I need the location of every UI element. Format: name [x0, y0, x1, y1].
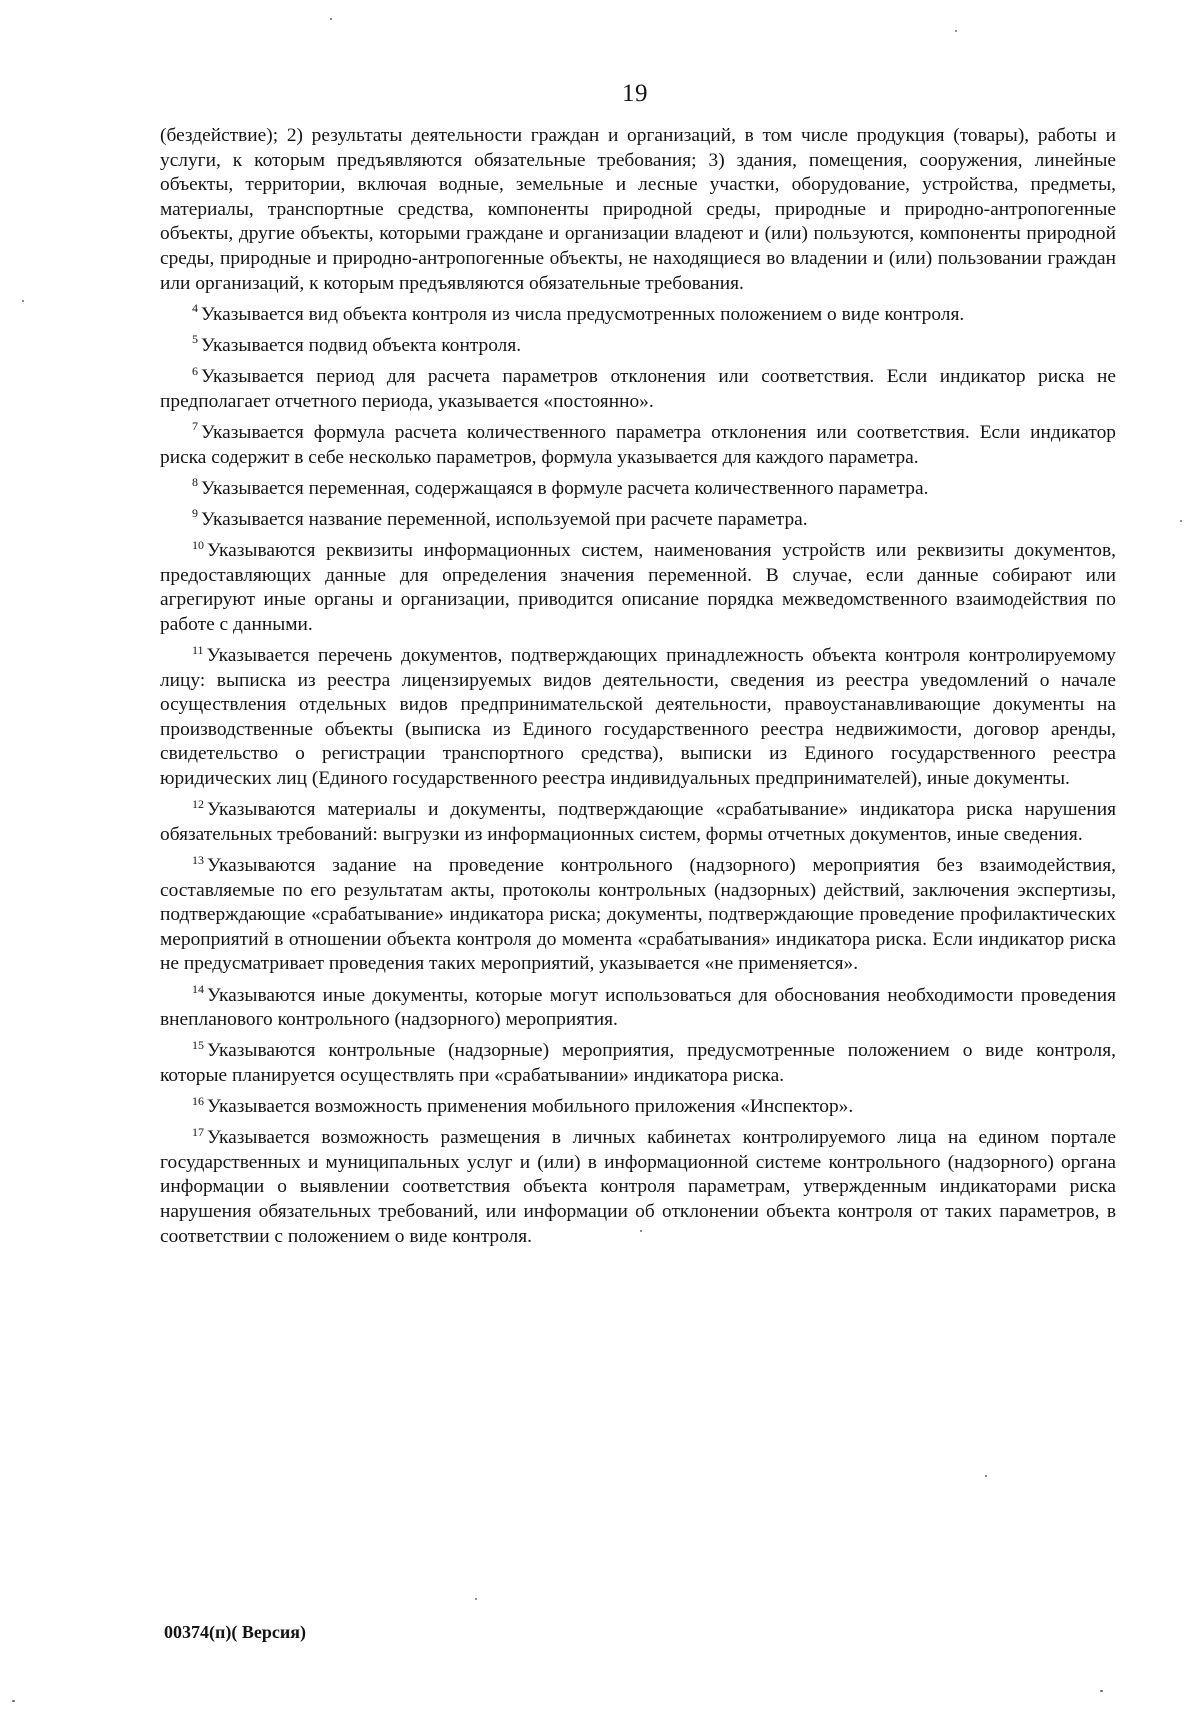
footnote-text: Указывается возможность применения мобильного приложения «Инспектор».	[207, 1096, 854, 1118]
footnote-text: Указываются иные документы, которые могут использоваться для обоснования необходимости проведения внепланового контрольного (надзорного) мероприятия.	[160, 984, 1116, 1031]
footnote-text: Указывается формула расчета количественного параметра отклонения или соответствия. Если индикатор риска содержит в себе несколько параметров, формула указывается для каждого параметра.	[160, 421, 1116, 468]
footnote-text: Указываются материалы и документы, подтверждающие «срабатывание» индикатора риска нарушения обязательных требований: выгрузки из информационных систем, формы отчетных документов, иные сведения.	[160, 799, 1116, 845]
footnote-mark: 9	[192, 506, 198, 521]
scan-speck	[475, 1598, 477, 1600]
scan-speck	[955, 30, 957, 32]
footnote-mark: 7	[192, 419, 198, 434]
footnote-13	[160, 854, 1116, 977]
footnote-text: Указываются реквизиты информационных систем, наименования устройств или реквизиты документов, предоставляющих данные для определения значения переменной. В случае, если данные собирают или агрегируют иные органы и организации, приводится описание порядка межведомственного взаимодействия по работе с данными.	[160, 540, 1116, 635]
footnote-8	[160, 477, 1116, 502]
footnote-text: Указываются задание на проведение контрольного (надзорного) мероприятия без взаимодействия, составляемые по его результатам акты, протоколы контрольных (надзорных) действий, заключения экспертизы, подтверждающие «срабатывание» индикатора риска; документы, подтверждающие проведение профилактических мероприятий в отношении объекта контроля до момента «срабатывания» индикатора риска. Если индикатор риска не предусматривает проведения таких мероприятий, указывается «не применяется».	[160, 854, 1116, 975]
footnote-17	[160, 1126, 1116, 1249]
footnote-mark: 16	[192, 1093, 204, 1108]
footnote-text: Указывается название переменной, используемой при расчете параметра.	[201, 508, 808, 530]
footnote-mark: 15	[192, 1037, 204, 1052]
footnote-text: Указывается период для расчета параметров отклонения или соответствия. Если индикатор риска не предполагает отчетного периода, указывается «постоянно».	[160, 366, 1116, 412]
scan-speck	[22, 300, 24, 302]
footnote-5	[160, 334, 1116, 359]
footnote-9	[160, 508, 1116, 533]
footnote-15	[160, 1039, 1116, 1088]
document-code-version: Версия)	[237, 1622, 306, 1642]
footnote-10	[160, 539, 1116, 637]
footnotes-body	[160, 124, 1116, 1256]
footnote-4	[160, 303, 1116, 328]
document-code	[164, 1622, 306, 1643]
footnote-text: Указываются контрольные (надзорные) мероприятия, предусмотренные положением о виде контроля, которые планируется осуществлять при «срабатывании» индикатора риска.	[160, 1040, 1116, 1086]
footnote-mark: 5	[192, 332, 198, 347]
scan-speck	[12, 1700, 15, 1702]
footnote-mark: 4	[192, 301, 198, 316]
footnote-text: Указывается возможность размещения в личных кабинетах контролируемого лица на едином портале государственных и муниципальных услуг и (или) в информационной системе контрольного (надзорного) органа информации о выявлении соответствия объекта контроля параметрам, утвержденным индикаторами риска нарушения обязательных требований, или информации об отклонении объекта контроля от таких параметров, в соответствии с положением о виде контроля.	[160, 1127, 1116, 1247]
scan-speck	[330, 18, 332, 20]
scan-speck	[640, 1230, 642, 1232]
footnote-mark: 8	[192, 475, 198, 490]
scan-speck	[1100, 1690, 1103, 1692]
footnote-text: Указывается подвид объекта контроля.	[201, 334, 522, 356]
scan-speck	[985, 1475, 987, 1477]
document-code-number: 00374(п)(	[164, 1622, 238, 1642]
footnote-text: Указывается вид объекта контроля из числа предусмотренных положением о виде контроля.	[201, 303, 965, 325]
footnote-16	[160, 1095, 1116, 1120]
footnote-mark: 10	[192, 537, 204, 552]
scan-speck	[1180, 520, 1182, 522]
footnote-mark: 14	[192, 982, 204, 997]
footnote-mark: 11	[192, 642, 204, 657]
footnote-11	[160, 644, 1116, 792]
footnote-14	[160, 984, 1116, 1033]
footnote-text: Указывается перечень документов, подтверждающих принадлежность объекта контроля контролируемому лицу: выписка из реестра лицензируемых видов деятельности, сведения из реестра уведомлений о начале осуществления отдельных видов предпринимательской деятельности, правоустанавливающие документы на производственные объекты (выписка из Единого государственного реестра недвижимости, договор аренды, свидетельство о регистрации транспортного средства), выписки из Единого государственного реестра юридических лиц (Единого государственного реестра индивидуальных предпринимателей), иные документы.	[160, 645, 1116, 789]
footnote-6	[160, 365, 1116, 414]
paragraph-text: (бездействие); 2) результаты деятельности граждан и организаций, в том числе продукция (товары), работы и услуги, к которым предъявляются обязательные требования; 3) здания, помещения, сооружения, линейные объекты, территории, включая водные, земельные и лесные участки, оборудование, устройства, предметы, материалы, транспортные средства, компоненты природной среды, природные и природно-антропогенные объекты, другие объекты, которыми граждане и организации владеют и (или) пользуются, компоненты природной среды, природные и природно-антропогенные объекты, не находящиеся во владении и (или) пользовании граждан или организаций, к которым предъявляются обязательные требования.	[160, 125, 1116, 294]
footnote-text: Указывается переменная, содержащаяся в формуле расчета количественного параметра.	[201, 477, 929, 499]
footnote-mark: 12	[192, 796, 204, 811]
page-number: 19	[622, 80, 648, 107]
footnote-mark: 13	[192, 852, 204, 867]
footnote-7	[160, 421, 1116, 470]
footnote-mark: 17	[192, 1124, 204, 1139]
paragraph-continuation	[160, 124, 1116, 296]
footnote-12	[160, 798, 1116, 847]
footnote-mark: 6	[192, 363, 198, 378]
